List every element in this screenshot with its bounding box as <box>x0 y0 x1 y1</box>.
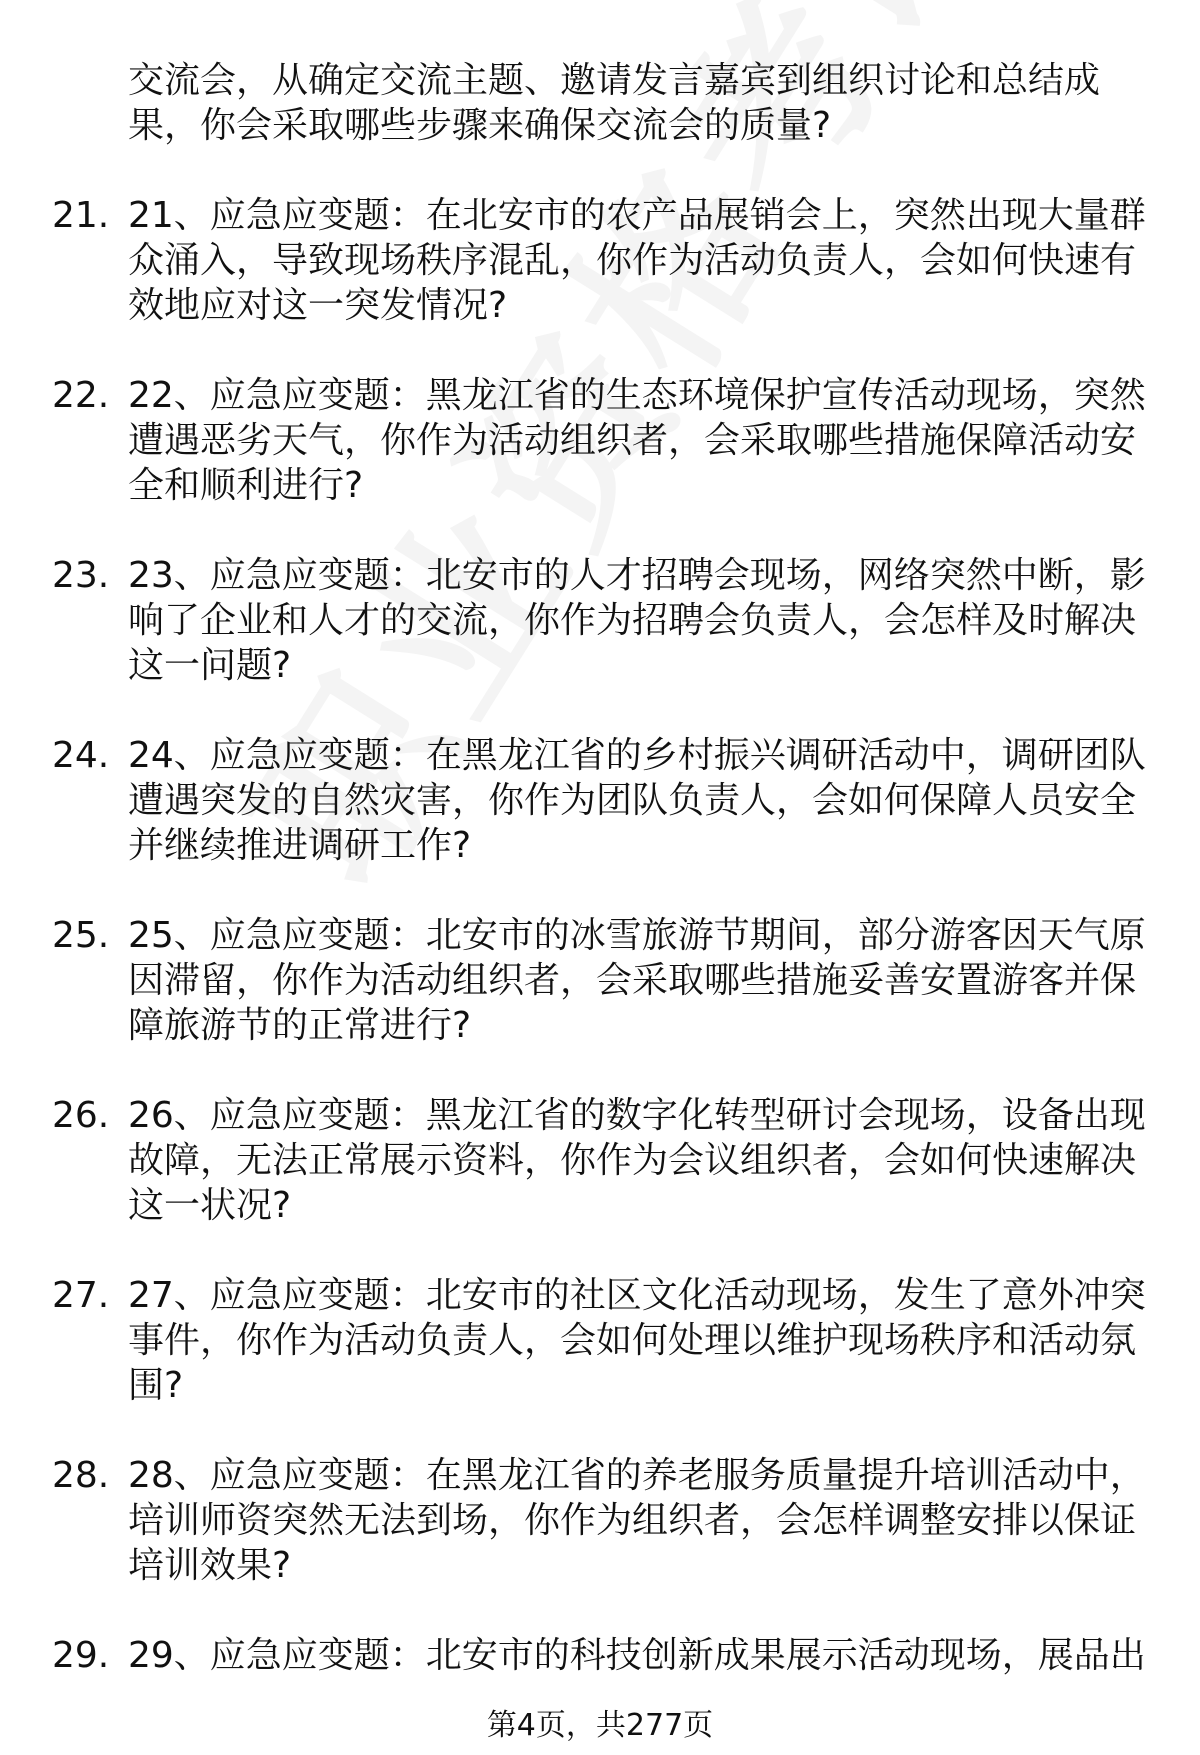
item-number: 29. <box>52 1635 110 1676</box>
item-number: 28. <box>52 1455 110 1496</box>
list-item <box>0 913 1200 1048</box>
item-text: 27、应急应变题：北安市的社区文化活动现场，发生了意外冲突事件，你作为活动负责人，会如何处理以维护现场秩序和活动氛围? <box>128 1275 1146 1406</box>
item-number: 26. <box>52 1095 110 1136</box>
item-number: 21. <box>52 195 110 236</box>
question-list <box>0 58 1200 1678</box>
page-number: 第4页，共277页 <box>486 1708 714 1743</box>
item-number: 25. <box>52 915 110 956</box>
list-item <box>0 373 1200 508</box>
list-item <box>0 1453 1200 1588</box>
item-number: 23. <box>52 555 110 596</box>
continued-question-text: 交流会，从确定交流主题、邀请发言嘉宾到组织讨论和总结成果，你会采取哪些步骤来确保交流会的质量? <box>128 60 1101 146</box>
item-text: 23、应急应变题：北安市的人才招聘会现场，网络突然中断，影响了企业和人才的交流，你作为招聘会负责人，会怎样及时解决这一问题? <box>128 555 1146 686</box>
list-item <box>0 1633 1200 1678</box>
list-item <box>0 553 1200 688</box>
list-item <box>0 1093 1200 1228</box>
item-number: 22. <box>52 375 110 416</box>
item-text: 21、应急应变题：在北安市的农产品展销会上，突然出现大量群众涌入，导致现场秩序混乱，你作为活动负责人，会如何快速有效地应对这一突发情况? <box>128 195 1146 326</box>
item-number: 24. <box>52 735 110 776</box>
item-text: 22、应急应变题：黑龙江省的生态环境保护宣传活动现场，突然遭遇恶劣天气，你作为活动组织者，会采取哪些措施保障活动安全和顺利进行? <box>128 375 1146 506</box>
list-item <box>0 733 1200 868</box>
list-item <box>0 193 1200 328</box>
item-text: 24、应急应变题：在黑龙江省的乡村振兴调研活动中，调研团队遭遇突发的自然灾害，你作为团队负责人，会如何保障人员安全并继续推进调研工作? <box>128 735 1146 866</box>
item-text: 28、应急应变题：在黑龙江省的养老服务质量提升培训活动中，培训师资突然无法到场，你作为组织者，会怎样调整安排以保证培训效果? <box>128 1455 1146 1586</box>
item-number: 27. <box>52 1275 110 1316</box>
item-text: 25、应急应变题：北安市的冰雪旅游节期间，部分游客因天气原因滞留，你作为活动组织者，会采取哪些措施妥善安置游客并保障旅游节的正常进行? <box>128 915 1146 1046</box>
list-item <box>0 1273 1200 1408</box>
item-text: 29、应急应变题：北安市的科技创新成果展示活动现场，展品出 <box>128 1635 1146 1676</box>
item-text: 26、应急应变题：黑龙江省的数字化转型研讨会现场，设备出现故障，无法正常展示资料，你作为会议组织者，会如何快速解决这一状况? <box>128 1095 1146 1226</box>
